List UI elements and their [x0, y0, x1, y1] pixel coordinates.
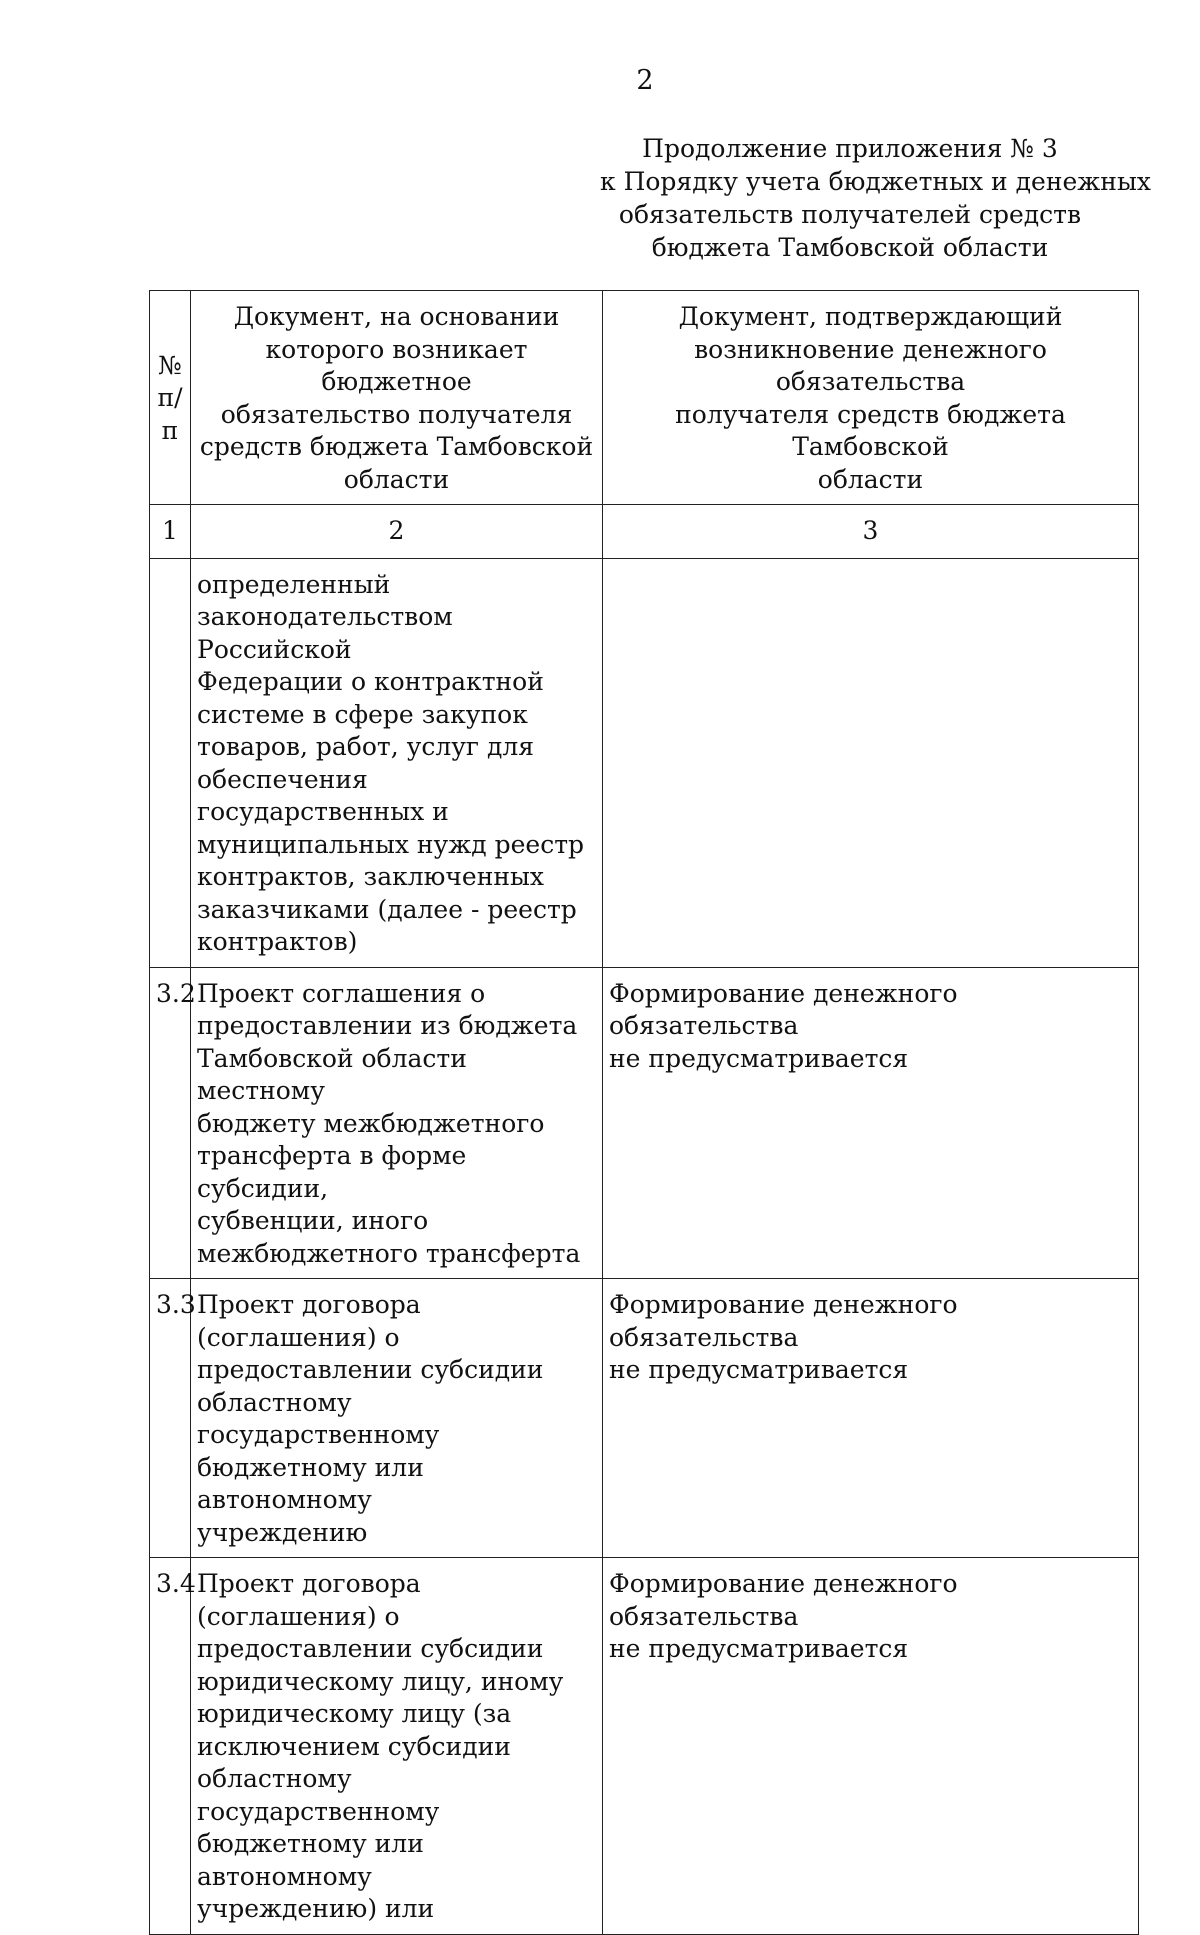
column-number: 3	[603, 505, 1139, 559]
appendix-header	[600, 132, 1151, 264]
row-basis-text: Проект договора (соглашения) о предоставлении субсидии юридическому лицу, иному юридическому лицу (за исключением субсидии областному государственному бюджетному или автономному учреждению) или	[197, 1569, 564, 1923]
row-basis	[191, 967, 603, 1279]
row-confirming	[603, 967, 1139, 1279]
header-num	[150, 291, 191, 505]
row-confirming-text: Формирование денежного обязательства не предусматривается	[609, 1290, 958, 1384]
page-number: 2	[636, 65, 654, 96]
row-confirming-text: Формирование денежного обязательства не предусматривается	[609, 1569, 958, 1663]
row-num: 3.3	[150, 1279, 191, 1558]
row-basis	[191, 558, 603, 967]
obligations-table	[149, 290, 1139, 1935]
header-num-text: № п/п	[157, 350, 183, 445]
row-confirming	[603, 1558, 1139, 1935]
row-basis-text: Проект соглашения о предоставлении из бюджета Тамбовской области местному бюджету межбюджетного трансферта в форме субсидии, субвенции, иного межбюджетного трансферта	[197, 978, 581, 1268]
row-confirming	[603, 1279, 1139, 1558]
header-confirming-text: Документ, подтверждающий возникновение денежного обязательства получателя средств бюджета Тамбовской области	[675, 302, 1066, 494]
column-number: 1	[150, 505, 191, 559]
row-confirming-text: Формирование денежного обязательства не предусматривается	[609, 978, 958, 1073]
header-basis-text: Документ, на основании которого возникает бюджетное обязательство получателя средств бюджета Тамбовской области	[199, 302, 594, 494]
table-header-row	[150, 291, 1139, 505]
table-row	[150, 558, 1139, 967]
row-num: 3.2	[150, 967, 191, 1279]
row-num: 3.4	[150, 1558, 191, 1935]
table-row	[150, 967, 1139, 1279]
table-row	[150, 1279, 1139, 1558]
table-row	[150, 1558, 1139, 1935]
header-confirming-document	[603, 291, 1139, 505]
appendix-header-line: к Порядку учета бюджетных и денежных	[600, 167, 1151, 196]
row-confirming	[603, 558, 1139, 967]
header-basis-document	[191, 291, 603, 505]
row-basis-text: Проект договора (соглашения) о предоставлении субсидии областному государственному бюджетному или автономному учреждению	[197, 1290, 544, 1547]
column-numbers-row	[150, 505, 1139, 559]
column-number: 2	[191, 505, 603, 559]
row-basis-text: определенный законодательством Российской Федерации о контрактной системе в сфере закупок товаров, работ, услуг для обеспечения государственных и муниципальных нужд реестр контрактов, заключенных заказчиками (далее - реестр контрактов)	[197, 569, 585, 956]
row-basis	[191, 1558, 603, 1935]
appendix-header-line: Продолжение приложения № 3	[642, 134, 1058, 163]
appendix-header-line: обязательств получателей средств	[618, 200, 1082, 229]
appendix-header-line: бюджета Тамбовской области	[651, 233, 1049, 262]
row-basis	[191, 1279, 603, 1558]
row-num	[150, 558, 191, 967]
